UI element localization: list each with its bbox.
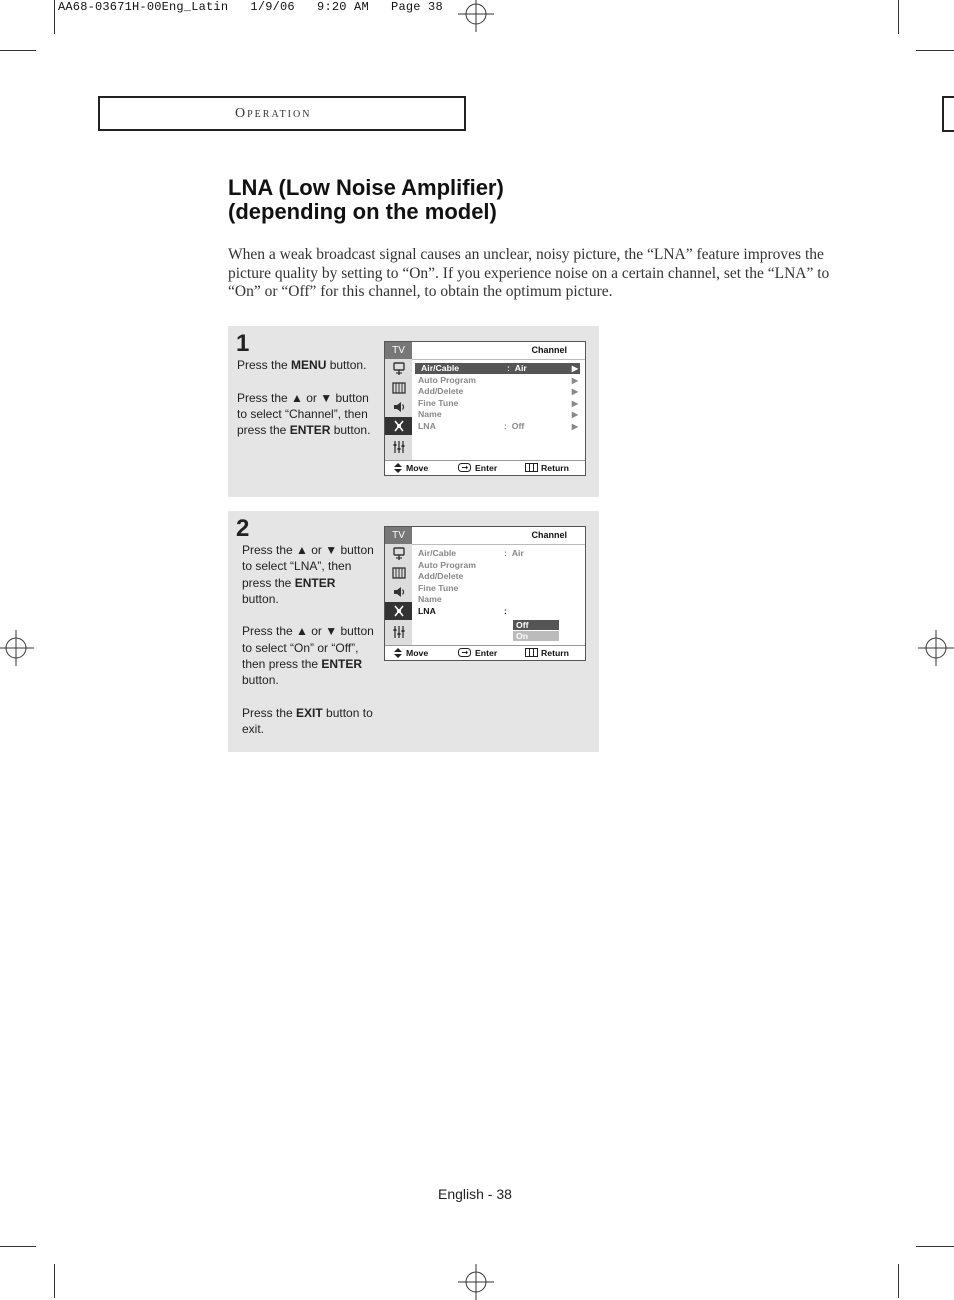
section-label: Operation: [235, 106, 312, 121]
menu-item-lna[interactable]: LNA : Off ▶: [418, 421, 578, 431]
printer-slug: AA68-03671H-00Eng_Latin 1/9/06 9:20 AM Page 38: [58, 0, 443, 14]
osd-title: Channel: [531, 530, 567, 540]
osd-icon-sidebar: [385, 342, 412, 461]
footer-enter: Enter: [475, 648, 498, 658]
crop-mark: [916, 50, 954, 51]
return-icon: [525, 463, 538, 474]
crop-mark: [0, 1246, 36, 1247]
option-off[interactable]: Off: [513, 620, 559, 630]
osd-footer: [385, 460, 585, 475]
menu-item-air-cable[interactable]: Air/Cable : Air: [418, 548, 524, 558]
updown-icon: [394, 648, 402, 660]
setup-grid-icon: [385, 379, 412, 397]
return-icon: [525, 648, 538, 659]
setup-grid-icon: [385, 564, 412, 582]
sound-icon: [385, 398, 412, 416]
footer-enter: Enter: [475, 463, 498, 473]
menu-item-add-delete[interactable]: Add/Delete ▶: [418, 386, 578, 396]
crop-mark: [898, 0, 899, 34]
picture-icon: [385, 545, 412, 563]
section-header: [98, 96, 466, 131]
step-number: 1: [236, 330, 250, 357]
footer-return: Return: [541, 463, 569, 473]
crop-mark: [54, 1264, 55, 1298]
instruction-paragraph: Press the MENU button.: [237, 358, 367, 372]
step-instructions: [242, 542, 374, 754]
arrow-right-icon: ▶: [571, 399, 578, 408]
crop-mark: [898, 1264, 899, 1298]
step-1-panel: [228, 326, 599, 497]
menu-item-lna[interactable]: LNA :: [418, 606, 507, 616]
page-title: [228, 176, 504, 224]
osd-icon-sidebar: [385, 527, 412, 646]
crop-mark: [916, 1246, 954, 1247]
osd-screen: [384, 526, 586, 661]
menu-item-fine-tune[interactable]: Fine Tune: [418, 583, 459, 593]
crop-mark: [0, 50, 36, 51]
footer-return: Return: [541, 648, 569, 658]
intro-paragraph: When a weak broadcast signal causes an unclear, noisy picture, the “LNA” feature improves the picture quality by setting to “On”. If you experience noise on a certain channel, set the “LNA” to “On” or “Off” for this channel, to obtain the optimum picture.: [228, 246, 830, 300]
title-line-1: LNA (Low Noise Amplifier): [228, 175, 504, 200]
page-number: English - 38: [438, 1186, 512, 1202]
channel-antenna-icon: [385, 417, 412, 435]
option-on[interactable]: On: [513, 631, 559, 641]
updown-icon: [394, 463, 402, 475]
step-instructions: [237, 357, 373, 455]
registration-mark-icon: [918, 630, 954, 666]
instruction-paragraph: Press the ▲ or ▼ button to select “LNA”, then press the ENTER button.: [242, 543, 374, 606]
page-tab: [942, 96, 954, 132]
menu-item-add-delete[interactable]: Add/Delete: [418, 571, 464, 581]
sound-icon: [385, 583, 412, 601]
menu-item-name[interactable]: Name: [418, 594, 442, 604]
arrow-right-icon: ▶: [571, 410, 578, 419]
registration-mark-icon: [458, 1264, 494, 1300]
step-2-panel: [228, 511, 599, 752]
osd-title: Channel: [531, 345, 567, 355]
title-line-2: (depending on the model): [228, 199, 497, 224]
menu-item-auto-program[interactable]: Auto Program: [418, 560, 476, 570]
picture-icon: [385, 360, 412, 378]
registration-mark-icon: [0, 630, 34, 666]
arrow-right-icon: ▶: [571, 364, 578, 373]
tv-label: TV: [385, 527, 412, 544]
instruction-paragraph: Press the EXIT button to exit.: [242, 705, 373, 737]
osd-footer: [385, 645, 585, 660]
instruction-paragraph: Press the ▲ or ▼ button to select “On” or “Off”, then press the ENTER button.: [242, 624, 374, 688]
step-number: 2: [236, 515, 250, 542]
footer-move: Move: [406, 648, 429, 658]
arrow-right-icon: ▶: [571, 387, 578, 396]
enter-icon: [458, 463, 471, 474]
function-sliders-icon: [385, 438, 412, 456]
menu-item-auto-program[interactable]: Auto Program ▶: [418, 375, 578, 385]
function-sliders-icon: [385, 623, 412, 641]
instruction-paragraph: Press the ▲ or ▼ button to select “Channel”, then press the ENTER button.: [237, 390, 371, 438]
menu-item-name[interactable]: Name ▶: [418, 409, 578, 419]
arrow-right-icon: ▶: [571, 422, 578, 431]
tv-label: TV: [385, 342, 412, 359]
crop-mark: [54, 0, 55, 34]
menu-item-air-cable[interactable]: Air/Cable : Air ▶: [415, 363, 580, 374]
osd-screen: [384, 341, 586, 476]
menu-item-fine-tune[interactable]: Fine Tune ▶: [418, 398, 578, 408]
registration-mark-icon: [458, 0, 494, 32]
footer-move: Move: [406, 463, 429, 473]
enter-icon: [458, 648, 471, 659]
arrow-right-icon: ▶: [571, 376, 578, 385]
channel-antenna-icon: [385, 602, 412, 620]
